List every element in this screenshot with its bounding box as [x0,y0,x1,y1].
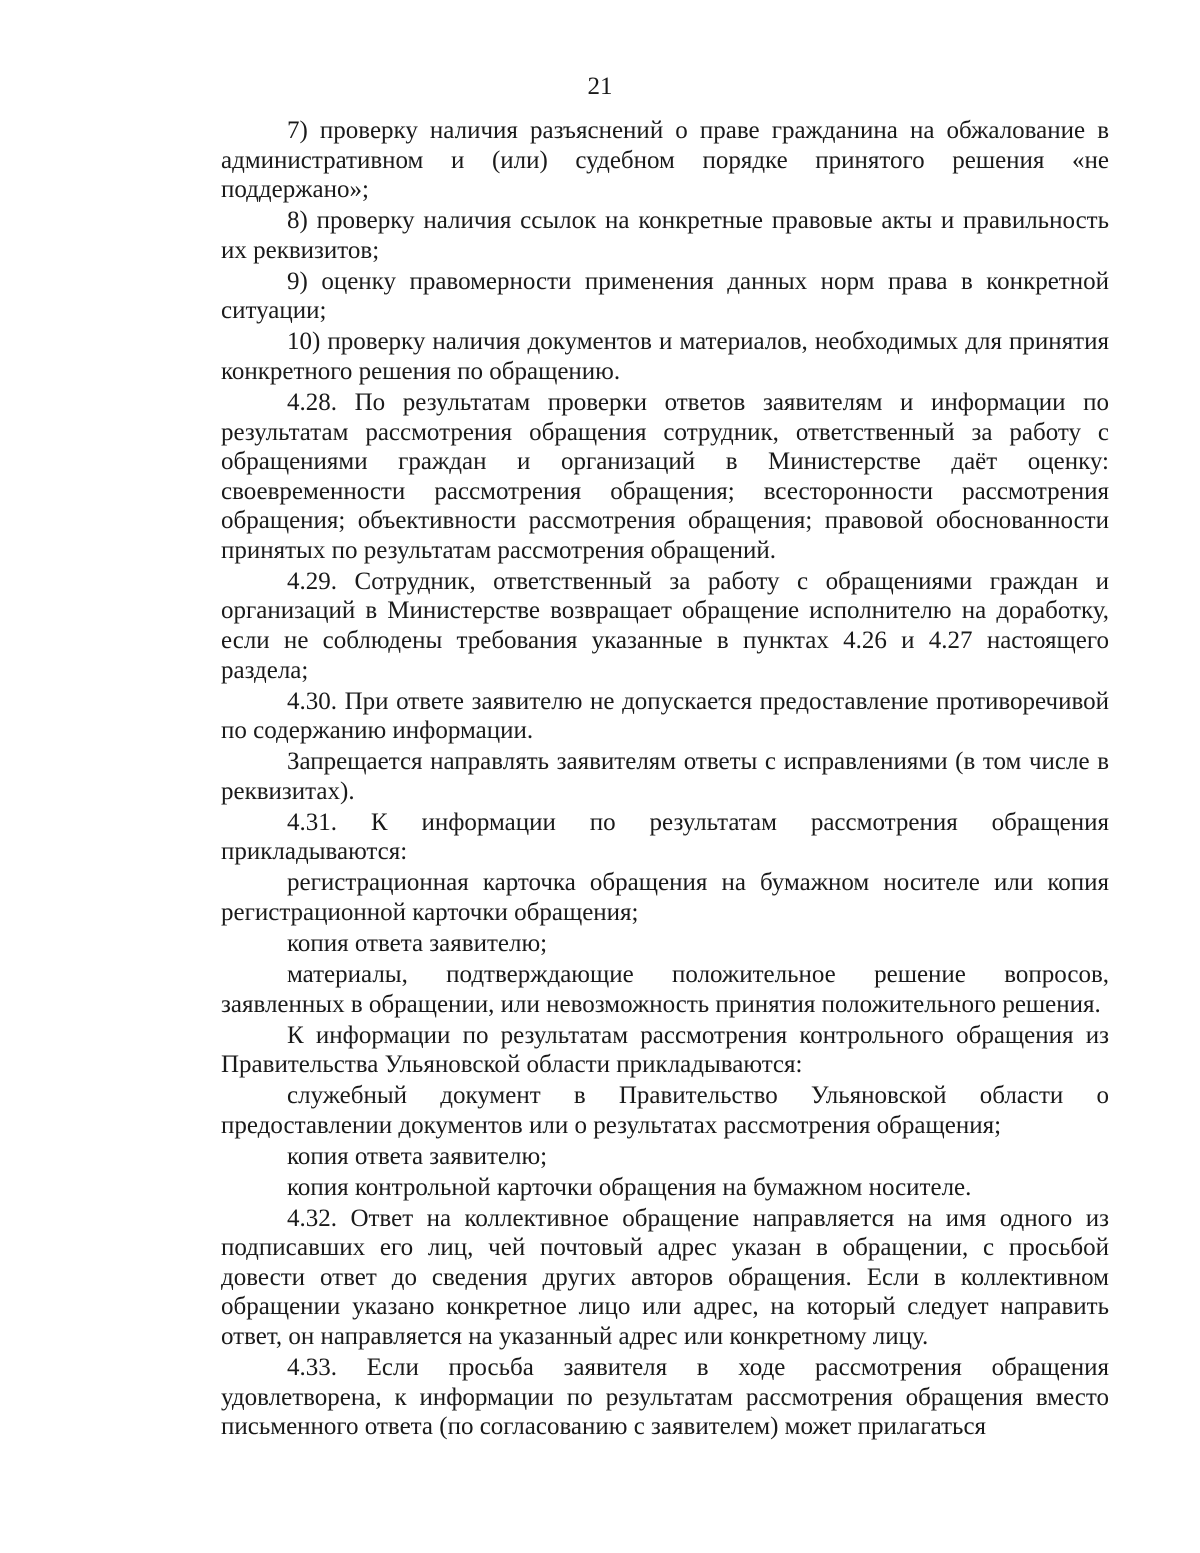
paragraph-control-card-copy: копия контрольной карточки обращения на бумажном носителе. [287,1173,972,1201]
paragraph-control-appeal: К информации по результатам рассмотрения контрольного обращения из Правительства Ульяновской области прикладываются: [221,1021,1109,1079]
paragraph-answer-copy-2: копия ответа заявителю; [287,1142,548,1170]
paragraph-materials: материалы, подтверждающие положительное решение вопросов, заявленных в обращении, или невозможность принятия положительного решения. [221,960,1109,1018]
paragraph-clause-4-28: 4.28. По результатам проверки ответов заявителям и информации по результатам рассмотрения обращения сотрудник, ответственный за работу с обращениями граждан и организаций в Министерстве даёт оценку: своевременности рассмотрения обращения; всесторонности рассмотрения обращения; объективности рассмотрения обращения; правовой обоснованности принятых по результатам рассмотрения обращений. [221,388,1109,564]
paragraph-item-8: 8) проверку наличия ссылок на конкретные правовые акты и правильность их реквизитов; [221,207,1109,264]
paragraph-clause-4-33: 4.33. Если просьба заявителя в ходе рассмотрения обращения удовлетворена, к информации по результатам рассмотрения обращения вместо письменного ответа (по согласованию с заявителем) может прилагаться [221,1353,1109,1441]
paragraph-clause-4-29: 4.29. Сотрудник, ответственный за работу с обращениями граждан и организаций в Министерстве возвращает обращение исполнителю на доработку, если не соблюдены требования указанные в пунктах 4.26 и 4.27 настоящего раздела; [221,567,1109,684]
paragraph-clause-4-30: 4.30. При ответе заявителю не допускается предоставление противоречивой по содержанию информации. [221,687,1109,745]
paragraph-prohibition: Запрещается направлять заявителям ответы с исправлениями (в том числе в реквизитах). [221,748,1109,805]
paragraph-clause-4-32: 4.32. Ответ на коллективное обращение направляется на имя одного из подписавших его лиц, чей почтовый адрес указан в обращении, с просьбой довести ответ до сведения других авторов обращения. Если в коллективном обращении указано конкретное лицо или адрес, на который следует направить ответ, он направляется на указанный адрес или конкретному лицу. [221,1204,1109,1350]
document-body [221,116,1109,1442]
paragraph-item-10: 10) проверку наличия документов и материалов, необходимых для принятия конкретного решения по обращению. [221,328,1109,385]
paragraph-item-7: 7) проверку наличия разъяснений о праве гражданина на обжалование в административном и (или) судебном порядке принятого решения «не поддержано»; [221,117,1109,204]
paragraph-clause-4-31: 4.31. К информации по результатам рассмотрения обращения прикладываются: [221,808,1109,866]
paragraph-item-9: 9) оценку правомерности применения данных норм права в конкретной ситуации; [221,267,1109,325]
paragraph-registration-card: регистрационная карточка обращения на бумажном носителе или копия регистрационной карточки обращения; [221,869,1109,926]
paragraph-official-document: служебный документ в Правительство Ульяновской области о предоставлении документов или о результатах рассмотрения обращения; [221,1082,1109,1139]
page-number: 21 [587,73,613,100]
paragraph-answer-copy: копия ответа заявителю; [287,929,548,957]
